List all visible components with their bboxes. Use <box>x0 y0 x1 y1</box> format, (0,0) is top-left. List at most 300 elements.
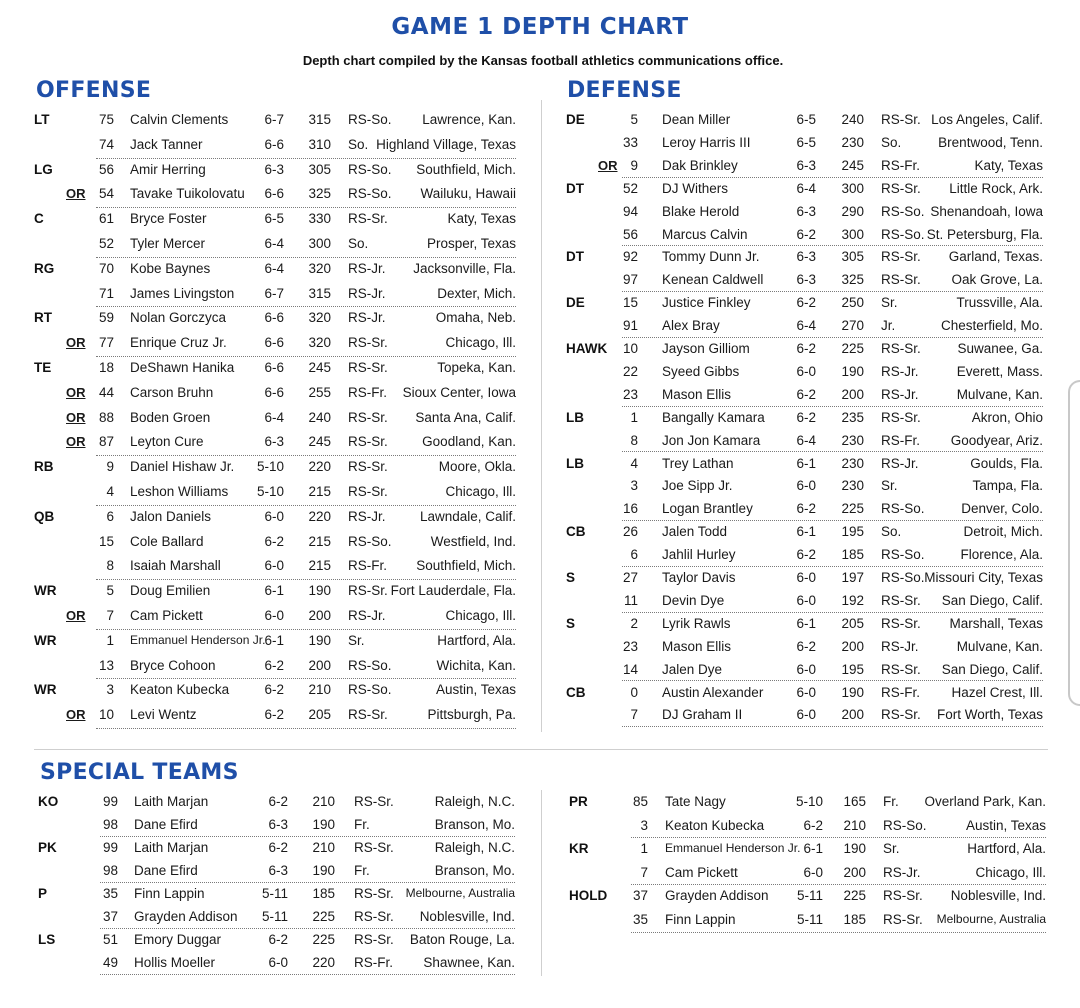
depth-chart-row <box>566 593 1050 616</box>
player-hometown: Fort Worth, Texas <box>936 707 1043 723</box>
player-weight: 230 <box>841 134 864 150</box>
player-hometown: Detroit, Mich. <box>963 524 1043 540</box>
player-name: Amir Herring <box>130 161 206 177</box>
player-hometown: Jacksonville, Fla. <box>413 260 516 276</box>
player-height: 6-1 <box>796 455 816 471</box>
player-hometown: Raleigh, N.C. <box>434 794 515 809</box>
depth-chart-row <box>38 794 518 817</box>
group-separator <box>100 882 515 883</box>
player-name: Finn Lappin <box>665 912 736 927</box>
player-class: Fr. <box>883 794 899 809</box>
player-weight: 185 <box>841 547 864 563</box>
player-weight: 315 <box>308 112 331 127</box>
player-weight: 300 <box>841 180 864 196</box>
player-height: 5-10 <box>256 484 284 499</box>
jersey-number: 88 <box>98 409 114 425</box>
player-class: So. <box>348 236 369 251</box>
depth-chart-row <box>34 434 522 459</box>
jersey-number: 56 <box>98 161 114 177</box>
player-class: RS-Sr. <box>881 592 921 608</box>
jersey-number: 92 <box>622 249 638 265</box>
position-label: PR <box>569 794 588 809</box>
player-class: RS-Jr. <box>881 363 919 379</box>
player-name: Grayden Addison <box>134 909 238 924</box>
player-weight: 300 <box>841 226 864 242</box>
player-weight: 240 <box>841 112 864 127</box>
position-label: KR <box>569 841 589 857</box>
player-weight: 200 <box>841 707 864 723</box>
player-weight: 225 <box>312 932 335 947</box>
jersey-number: 7 <box>106 608 114 623</box>
player-class: So. <box>881 524 902 540</box>
jersey-number: 2 <box>630 615 638 631</box>
player-name: Jalen Todd <box>662 524 728 540</box>
depth-chart-row <box>34 459 522 484</box>
or-marker: OR <box>66 186 86 202</box>
depth-chart-row <box>34 286 522 311</box>
depth-chart-row <box>569 912 1049 936</box>
player-class: RS-Sr. <box>881 661 921 677</box>
player-weight: 300 <box>308 236 331 251</box>
player-hometown: Goulds, Fla. <box>970 455 1043 471</box>
depth-chart-row <box>34 385 522 410</box>
player-weight: 315 <box>308 285 331 301</box>
depth-chart-row <box>566 204 1050 227</box>
player-class: RS-So. <box>881 547 925 563</box>
player-name: Cole Ballard <box>130 533 204 549</box>
player-hometown: Everett, Mass. <box>956 363 1043 379</box>
player-name: Hollis Moeller <box>134 955 216 970</box>
column-divider-top <box>541 100 542 732</box>
player-name: Leyton Cure <box>130 434 204 450</box>
player-hometown: Suwanee, Ga. <box>957 341 1043 356</box>
player-name: Syeed Gibbs <box>662 363 740 379</box>
player-name: Kenean Caldwell <box>662 272 764 288</box>
player-hometown: Katy, Texas <box>447 211 516 227</box>
player-class: RS-So. <box>881 226 925 242</box>
player-hometown: Omaha, Neb. <box>435 310 516 326</box>
player-class: RS-Jr. <box>348 285 386 301</box>
player-height: 5-10 <box>795 794 823 809</box>
player-weight: 192 <box>841 592 864 608</box>
group-separator <box>622 245 1043 246</box>
jersey-number: 11 <box>623 592 638 608</box>
jersey-number: 14 <box>622 661 638 677</box>
player-weight: 185 <box>843 912 866 927</box>
player-hometown: San Diego, Calif. <box>941 592 1043 608</box>
jersey-number: 5 <box>630 112 638 127</box>
group-separator <box>631 932 1046 933</box>
player-hometown: Highland Village, Texas <box>376 136 516 152</box>
scroll-handle[interactable] <box>1068 380 1080 706</box>
player-name: Dane Efird <box>134 863 198 878</box>
jersey-number: 52 <box>622 180 638 196</box>
player-class: RS-Sr. <box>881 112 921 127</box>
player-height: 6-4 <box>264 236 284 251</box>
player-height: 6-2 <box>268 932 288 947</box>
position-label: P <box>38 886 48 901</box>
player-hometown: Shenandoah, Iowa <box>930 203 1043 219</box>
player-class: RS-Jr. <box>348 608 386 623</box>
player-class: RS-So. <box>348 186 392 202</box>
player-name: Mason Ellis <box>662 638 732 654</box>
player-weight: 305 <box>308 161 331 177</box>
jersey-number: 94 <box>622 203 638 219</box>
player-hometown: Missouri City, Texas <box>924 570 1043 585</box>
player-hometown: Austin, Texas <box>965 817 1046 833</box>
depth-chart-row <box>34 558 522 583</box>
jersey-number: 74 <box>98 136 114 152</box>
jersey-number: 77 <box>98 335 114 351</box>
player-hometown: Raleigh, N.C. <box>434 840 515 855</box>
player-weight: 235 <box>841 409 864 425</box>
player-height: 6-2 <box>264 682 284 698</box>
position-label: LB <box>566 455 584 471</box>
depth-chart-row <box>34 211 522 236</box>
player-height: 6-4 <box>264 260 284 276</box>
player-hometown: Oak Grove, La. <box>951 272 1043 288</box>
player-name: Finn Lappin <box>134 886 205 901</box>
jersey-number: 98 <box>102 817 118 832</box>
jersey-number: 22 <box>622 363 638 379</box>
player-hometown: Prosper, Texas <box>426 236 516 251</box>
player-weight: 320 <box>308 335 331 351</box>
player-weight: 165 <box>843 794 866 809</box>
player-hometown: Southfield, Mich. <box>416 161 516 177</box>
player-weight: 210 <box>308 682 331 698</box>
jersey-number: 37 <box>102 909 118 924</box>
player-class: RS-Fr. <box>881 432 920 448</box>
player-weight: 220 <box>312 955 335 970</box>
player-hometown: Goodyear, Ariz. <box>950 432 1043 448</box>
player-class: RS-Sr. <box>881 272 921 288</box>
player-hometown: Chesterfield, Mo. <box>940 318 1043 334</box>
depth-chart-row <box>566 272 1050 295</box>
player-weight: 195 <box>841 661 864 677</box>
position-label: RT <box>34 310 52 326</box>
player-class: RS-Fr. <box>348 558 387 574</box>
player-name: Jahlil Hurley <box>662 547 736 563</box>
player-height: 6-0 <box>796 363 816 379</box>
player-weight: 230 <box>841 478 864 494</box>
depth-chart-row <box>566 707 1050 730</box>
player-name: Dak Brinkley <box>662 157 738 173</box>
player-weight: 190 <box>312 817 335 832</box>
player-height: 6-6 <box>264 335 284 351</box>
player-name: Austin Alexander <box>662 684 764 700</box>
group-separator <box>96 505 516 506</box>
player-hometown: Los Angeles, Calif. <box>931 112 1043 127</box>
player-name: Keaton Kubecka <box>130 682 230 698</box>
group-separator <box>100 974 515 975</box>
player-height: 6-2 <box>268 840 288 855</box>
jersey-number: 23 <box>622 386 638 402</box>
player-name: Emmanuel Henderson Jr. <box>665 841 801 856</box>
player-height: 6-7 <box>264 112 284 127</box>
jersey-number: 0 <box>630 684 638 700</box>
position-label: CB <box>566 524 586 540</box>
player-class: Sr. <box>348 632 365 648</box>
jersey-number: 15 <box>98 533 114 549</box>
player-height: 6-3 <box>268 817 288 832</box>
player-weight: 210 <box>843 817 866 833</box>
player-height: 6-0 <box>796 592 816 608</box>
player-height: 6-0 <box>796 478 816 494</box>
player-hometown: Chicago, Ill. <box>975 864 1046 880</box>
player-name: Emmanuel Henderson Jr. <box>130 632 266 647</box>
player-weight: 225 <box>312 909 335 924</box>
player-height: 6-1 <box>803 841 823 857</box>
special-teams-heading: SPECIAL TEAMS <box>40 760 239 785</box>
player-class: RS-Sr. <box>354 932 394 947</box>
depth-chart-row <box>566 433 1050 456</box>
player-class: RS-So. <box>348 161 392 177</box>
group-separator <box>96 356 516 357</box>
player-hometown: Hartford, Ala. <box>437 632 516 648</box>
player-name: Dean Miller <box>662 112 731 127</box>
player-name: Marcus Calvin <box>662 226 748 242</box>
player-height: 6-2 <box>796 226 816 242</box>
player-hometown: Trussville, Ala. <box>956 295 1043 311</box>
group-separator <box>622 726 1043 727</box>
jersey-number: 1 <box>640 841 648 857</box>
position-label: TE <box>34 360 52 375</box>
depth-chart-row <box>566 685 1050 708</box>
player-class: RS-So. <box>348 533 392 549</box>
jersey-number: 37 <box>632 888 648 904</box>
player-name: Mason Ellis <box>662 386 732 402</box>
player-height: 6-2 <box>796 638 816 654</box>
depth-chart-row <box>566 662 1050 685</box>
group-separator <box>622 680 1043 681</box>
depth-chart-row <box>34 658 522 683</box>
player-name: Laith Marjan <box>134 840 209 855</box>
player-hometown: Topeka, Kan. <box>437 360 516 375</box>
depth-chart-row <box>566 547 1050 570</box>
position-label: LT <box>34 112 50 127</box>
player-height: 6-3 <box>264 161 284 177</box>
position-label: QB <box>34 508 55 524</box>
depth-chart-row <box>566 616 1050 639</box>
depth-chart-row <box>34 509 522 534</box>
or-marker: OR <box>66 384 86 400</box>
player-weight: 215 <box>308 484 331 499</box>
position-label: RB <box>34 459 54 475</box>
player-hometown: Moore, Okla. <box>438 459 516 475</box>
player-height: 6-0 <box>264 508 284 524</box>
player-weight: 215 <box>308 558 331 574</box>
player-name: Jon Jon Kamara <box>662 432 761 448</box>
player-height: 5-10 <box>256 459 284 475</box>
player-hometown: Mulvane, Kan. <box>956 638 1043 654</box>
player-name: Dane Efird <box>134 817 198 832</box>
player-hometown: St. Petersburg, Fla. <box>926 226 1043 242</box>
player-hometown: Santa Ana, Calif. <box>415 409 516 425</box>
player-height: 6-3 <box>796 203 816 219</box>
player-name: Taylor Davis <box>662 570 736 585</box>
depth-chart-row <box>34 261 522 286</box>
jersey-number: 4 <box>106 484 114 499</box>
player-class: RS-Sr. <box>881 707 921 723</box>
player-weight: 330 <box>308 211 331 227</box>
player-height: 6-2 <box>796 547 816 563</box>
depth-chart-row <box>566 639 1050 662</box>
player-class: RS-Sr. <box>883 912 923 927</box>
player-weight: 225 <box>843 888 866 904</box>
player-weight: 190 <box>312 863 335 878</box>
depth-chart-row <box>566 158 1050 181</box>
player-class: RS-Jr. <box>881 386 919 402</box>
player-hometown: Dexter, Mich. <box>437 285 516 301</box>
position-label: PK <box>38 840 57 855</box>
depth-chart-row <box>566 318 1050 341</box>
player-name: Logan Brantley <box>662 501 753 517</box>
page-title: GAME 1 DEPTH CHART <box>391 14 689 40</box>
jersey-number: 26 <box>622 524 638 540</box>
player-class: RS-Sr. <box>881 409 921 425</box>
player-name: Trey Lathan <box>662 455 734 471</box>
player-weight: 200 <box>843 864 866 880</box>
jersey-number: 7 <box>630 707 638 723</box>
depth-chart-row <box>34 682 522 707</box>
jersey-number: 3 <box>630 478 638 494</box>
player-height: 6-3 <box>796 249 816 265</box>
player-class: RS-Sr. <box>354 886 394 901</box>
player-class: RS-Jr. <box>881 455 919 471</box>
position-label: LB <box>566 409 584 425</box>
player-class: Sr. <box>881 478 898 494</box>
group-separator <box>622 520 1043 521</box>
depth-chart-row <box>566 524 1050 547</box>
player-height: 6-1 <box>264 632 284 648</box>
player-hometown: Wailuku, Hawaii <box>420 186 516 202</box>
player-name: Laith Marjan <box>134 794 209 809</box>
depth-chart-row <box>34 112 522 137</box>
or-marker: OR <box>66 335 86 351</box>
player-name: Nolan Gorczyca <box>130 310 227 326</box>
player-name: Emory Duggar <box>134 932 222 947</box>
player-height: 6-2 <box>796 386 816 402</box>
player-class: RS-Fr. <box>354 955 393 970</box>
or-marker: OR <box>66 409 86 425</box>
position-label: S <box>566 570 576 585</box>
player-hometown: Akron, Ohio <box>971 409 1043 425</box>
player-weight: 245 <box>308 360 331 375</box>
position-label: S <box>566 615 576 631</box>
player-height: 6-2 <box>803 817 823 833</box>
position-label: DE <box>566 295 585 311</box>
jersey-number: 8 <box>106 558 114 574</box>
depth-chart-row <box>566 181 1050 204</box>
player-weight: 250 <box>841 295 864 311</box>
jersey-number: 1 <box>106 632 114 648</box>
group-separator <box>96 728 516 729</box>
group-separator <box>622 406 1043 407</box>
player-class: RS-Jr. <box>881 638 919 654</box>
player-weight: 240 <box>308 409 331 425</box>
player-height: 6-2 <box>268 794 288 809</box>
depth-chart-row <box>34 484 522 509</box>
or-marker: OR <box>66 707 86 723</box>
player-class: So. <box>881 134 902 150</box>
jersey-number: 3 <box>640 817 648 833</box>
player-name: Tate Nagy <box>665 794 726 809</box>
player-name: DJ Graham II <box>662 707 743 723</box>
player-height: 6-4 <box>264 409 284 425</box>
player-height: 6-3 <box>796 157 816 173</box>
depth-chart-row <box>34 360 522 385</box>
jersey-number: 35 <box>102 886 118 901</box>
position-label: KO <box>38 794 59 809</box>
depth-chart-row <box>34 310 522 335</box>
depth-chart-row <box>34 186 522 211</box>
position-label: DE <box>566 112 585 127</box>
player-class: RS-So. <box>881 203 925 219</box>
player-height: 6-0 <box>796 707 816 723</box>
position-label: LG <box>34 161 53 177</box>
group-separator <box>96 579 516 580</box>
player-height: 6-4 <box>796 432 816 448</box>
player-height: 6-2 <box>264 533 284 549</box>
player-name: Tyler Mercer <box>130 236 206 251</box>
player-hometown: Garland, Texas. <box>948 249 1043 265</box>
player-class: RS-So. <box>881 501 925 517</box>
player-class: RS-Sr. <box>881 180 921 196</box>
depth-chart-row <box>566 387 1050 410</box>
player-name: Doug Emilien <box>130 583 211 599</box>
jersey-number: 6 <box>630 547 638 563</box>
player-height: 6-1 <box>264 583 284 599</box>
jersey-number: 6 <box>106 508 114 524</box>
depth-chart-row <box>566 227 1050 250</box>
player-weight: 185 <box>312 886 335 901</box>
player-class: Sr. <box>881 295 898 311</box>
jersey-number: 33 <box>622 134 638 150</box>
player-height: 6-0 <box>268 955 288 970</box>
player-hometown: Chicago, Ill. <box>445 608 516 623</box>
depth-chart-row <box>38 909 518 932</box>
player-height: 6-7 <box>264 285 284 301</box>
jersey-number: 52 <box>98 236 114 251</box>
depth-chart-row <box>566 364 1050 387</box>
player-class: RS-So. <box>348 682 392 698</box>
player-name: Boden Groen <box>130 409 211 425</box>
depth-chart-row <box>38 817 518 840</box>
player-name: Calvin Clements <box>130 112 229 127</box>
player-class: RS-Sr. <box>348 484 388 499</box>
position-label: DT <box>566 180 584 196</box>
player-hometown: Westfield, Ind. <box>430 533 516 549</box>
player-weight: 210 <box>312 794 335 809</box>
player-class: So. <box>348 136 369 152</box>
player-class: RS-So. <box>883 817 927 833</box>
player-name: DeShawn Hanika <box>130 360 235 375</box>
player-weight: 190 <box>308 583 331 599</box>
player-name: Alex Bray <box>662 318 720 334</box>
player-height: 6-6 <box>264 310 284 326</box>
player-hometown: Marshall, Texas <box>949 615 1043 631</box>
player-height: 6-5 <box>264 211 284 227</box>
group-separator <box>631 884 1046 885</box>
position-label: WR <box>34 682 57 698</box>
depth-chart-row <box>34 633 522 658</box>
player-hometown: Baton Rouge, La. <box>409 932 515 947</box>
jersey-number: 44 <box>98 384 114 400</box>
depth-chart-row <box>34 410 522 435</box>
player-class: RS-So. <box>348 657 392 673</box>
depth-chart-row <box>566 456 1050 479</box>
jersey-number: 35 <box>632 912 648 927</box>
